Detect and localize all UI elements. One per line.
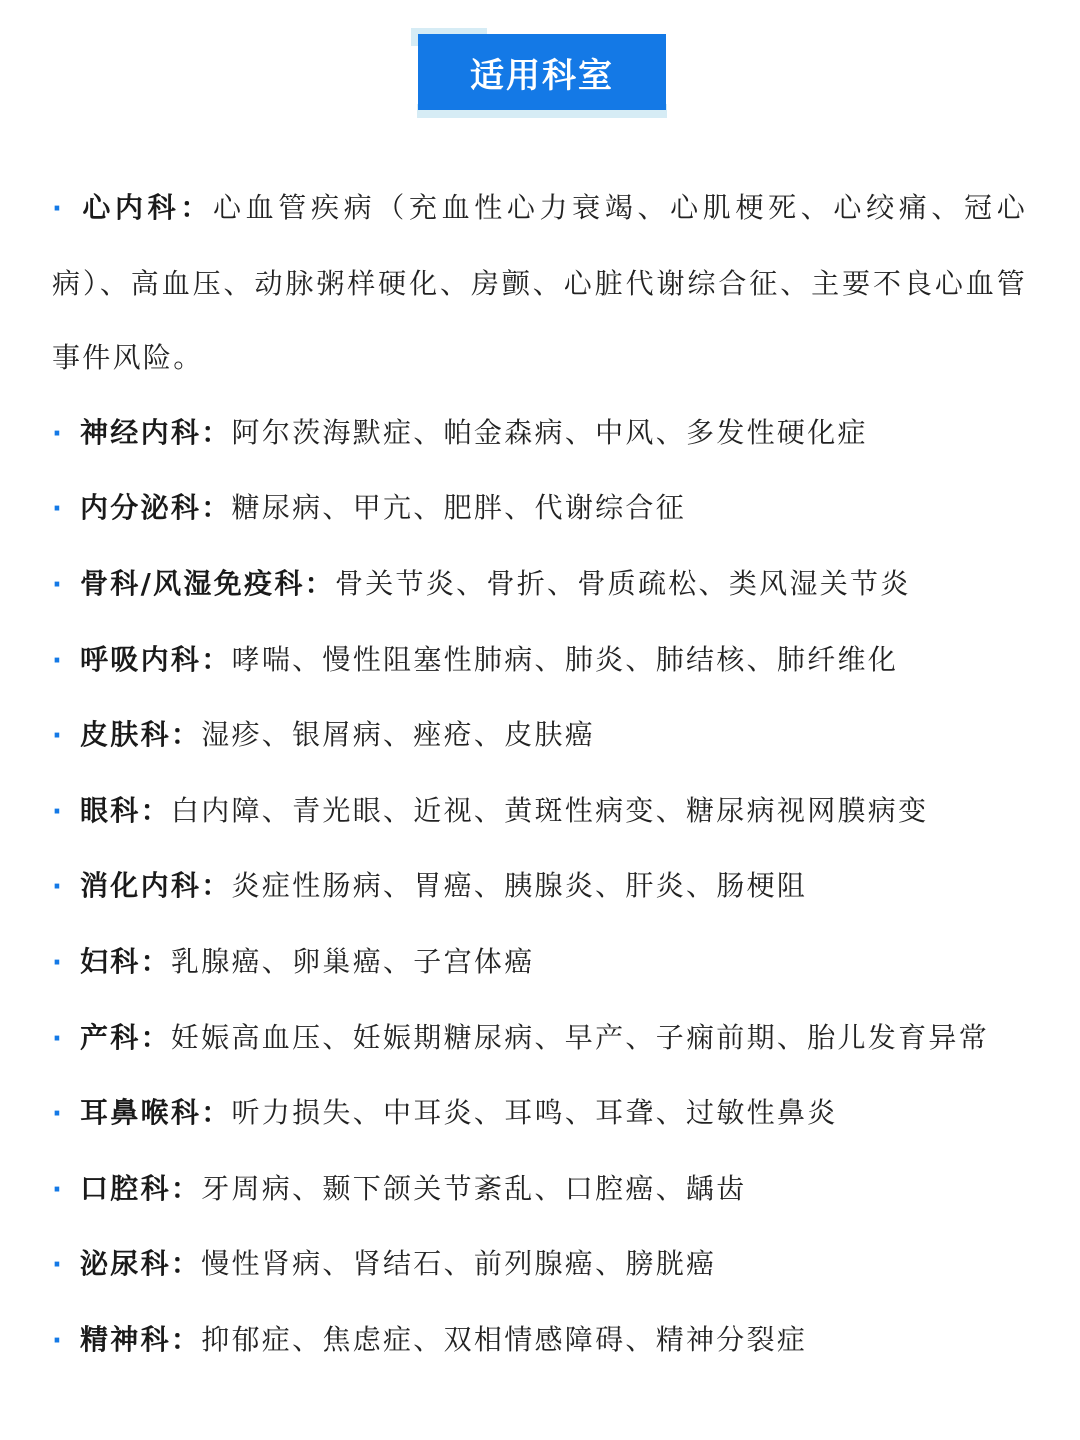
department-conditions: 哮喘、慢性阻塞性肺病、肺炎、肺结核、肺纤维化 <box>231 642 899 676</box>
bullet-icon: · <box>52 494 62 525</box>
bullet-icon: · <box>52 1325 62 1356</box>
bullet-icon: · <box>52 721 62 752</box>
department-item <box>52 171 1027 396</box>
section-title-banner <box>411 28 667 120</box>
department-conditions: 阿尔茨海默症、帕金森病、中风、多发性硬化症 <box>231 415 868 449</box>
department-item <box>52 547 1027 623</box>
bullet-icon: · <box>52 569 62 600</box>
department-name: 皮肤科： <box>80 718 202 752</box>
bullet-icon: · <box>52 1174 62 1205</box>
section-title: 适用科室 <box>418 34 666 110</box>
department-name: 妇科： <box>80 944 171 978</box>
bullet-icon: · <box>52 194 62 224</box>
bullet-icon: · <box>52 645 62 676</box>
department-name: 泌尿科： <box>80 1247 202 1281</box>
department-item <box>52 1152 1027 1228</box>
department-item <box>52 1227 1027 1303</box>
department-item <box>52 925 1027 1001</box>
department-name: 呼吸内科： <box>80 642 232 676</box>
department-item <box>52 774 1027 850</box>
department-conditions: 骨关节炎、骨折、骨质疏松、类风湿关节炎 <box>334 566 911 600</box>
department-item <box>52 1076 1027 1152</box>
department-conditions: 乳腺癌、卵巢癌、子宫体癌 <box>170 944 535 978</box>
department-conditions: 牙周病、颞下颌关节紊乱、口腔癌、龋齿 <box>201 1171 747 1205</box>
department-conditions: 慢性肾病、肾结石、前列腺癌、膀胱癌 <box>201 1247 717 1281</box>
department-conditions: 听力损失、中耳炎、耳鸣、耳聋、过敏性鼻炎 <box>231 1096 838 1130</box>
department-name: 消化内科： <box>80 869 232 903</box>
department-conditions: 心血管疾病（充血性心力衰竭、心肌梗死、心绞痛、冠心病）、高血压、动脉粥样硬化、房颤、心脏代谢综合征、主要不良心血管事件风险。 <box>52 191 1027 375</box>
department-item <box>52 1001 1027 1077</box>
department-item <box>52 1303 1027 1379</box>
bullet-icon: · <box>52 418 62 449</box>
bullet-icon: · <box>52 796 62 827</box>
department-name: 产科： <box>80 1020 171 1054</box>
department-name: 精神科： <box>80 1322 202 1356</box>
department-name: 心内科： <box>80 191 213 224</box>
department-item <box>52 396 1027 472</box>
department-name: 耳鼻喉科： <box>80 1096 232 1130</box>
department-conditions: 糖尿病、甲亢、肥胖、代谢综合征 <box>231 491 687 525</box>
department-conditions: 湿疹、银屑病、痤疮、皮肤癌 <box>201 718 596 752</box>
department-name: 内分泌科： <box>80 491 232 525</box>
department-name: 骨科/风湿免疫科： <box>80 566 335 600</box>
department-conditions: 白内障、青光眼、近视、黄斑性病变、糖尿病视网膜病变 <box>170 793 929 827</box>
department-name: 神经内科： <box>80 415 232 449</box>
department-conditions: 妊娠高血压、妊娠期糖尿病、早产、子痫前期、胎儿发育异常 <box>170 1020 990 1054</box>
department-list <box>52 171 1027 1379</box>
department-item <box>52 471 1027 547</box>
department-item <box>52 849 1027 925</box>
bullet-icon: · <box>52 947 62 978</box>
bullet-icon: · <box>52 1099 62 1130</box>
bullet-icon: · <box>52 1023 62 1054</box>
bullet-icon: · <box>52 1250 62 1281</box>
department-item <box>52 623 1027 699</box>
bullet-icon: · <box>52 872 62 903</box>
department-conditions: 抑郁症、焦虑症、双相情感障碍、精神分裂症 <box>201 1322 808 1356</box>
department-name: 眼科： <box>80 793 171 827</box>
department-conditions: 炎症性肠病、胃癌、胰腺炎、肝炎、肠梗阻 <box>231 869 808 903</box>
department-item <box>52 698 1027 774</box>
department-name: 口腔科： <box>80 1171 202 1205</box>
